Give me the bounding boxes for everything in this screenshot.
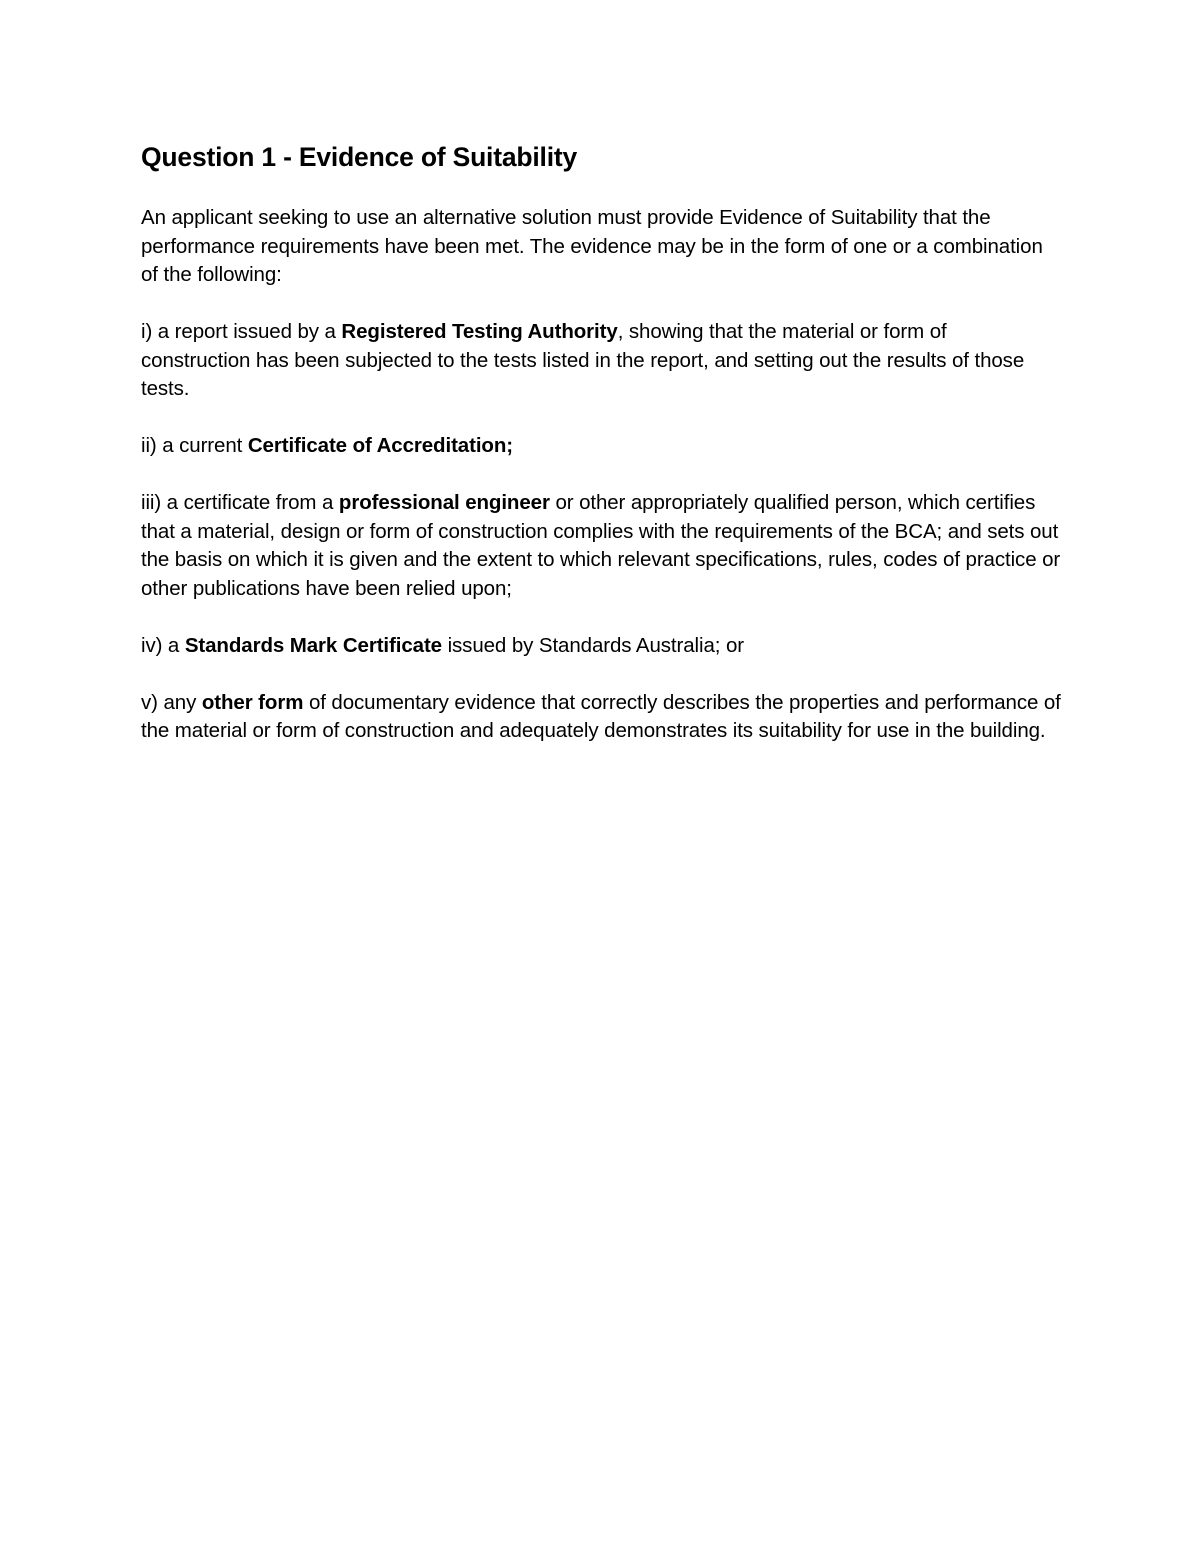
item-text: , showing that the material or form of construction has been subjected to the tests listed in the report, and setting out the results of those tests. xyxy=(141,320,1025,400)
item-text: issued by Standards Australia; or xyxy=(441,633,744,657)
page-title: Question 1 - Evidence of Suitability xyxy=(141,142,578,172)
item-text: iv) a xyxy=(141,633,185,657)
item-text: or other appropriately qualified person, which certifies that a material, design or form of construction complies with the requirements of the BCA; and sets out the basis on which it is given and the extent to which relevant specifications, rules, codes of practice or other publications have been relied upon; xyxy=(141,491,1061,600)
item-bold-term: other form xyxy=(201,690,304,714)
item-text: iii) a certificate from a xyxy=(141,491,339,514)
list-item xyxy=(141,489,1061,603)
item-bold-term: Registered Testing Authority xyxy=(341,320,618,343)
list-item xyxy=(141,318,1061,404)
list-item xyxy=(141,689,1061,746)
list-item xyxy=(141,632,1061,661)
item-text: i) a report issued by a xyxy=(141,320,342,343)
item-text: ii) a current xyxy=(141,434,248,457)
list-item xyxy=(141,432,1061,461)
item-bold-term: Certificate of Accreditation; xyxy=(247,434,513,457)
item-text: of documentary evidence that correctly describes the properties and performance of the material or form of construction and adequately demonstrates its suitability for use in the building. xyxy=(141,690,1061,742)
intro-paragraph: An applicant seeking to use an alternative solution must provide Evidence of Suitability that the performance requirements have been met. The evidence may be in the form of one or a combination of the following: xyxy=(141,206,1043,286)
item-bold-term: Standards Mark Certificate xyxy=(184,633,442,657)
item-bold-term: professional engineer xyxy=(338,491,550,514)
item-text: v) any xyxy=(141,690,202,714)
document-content xyxy=(141,139,1061,746)
